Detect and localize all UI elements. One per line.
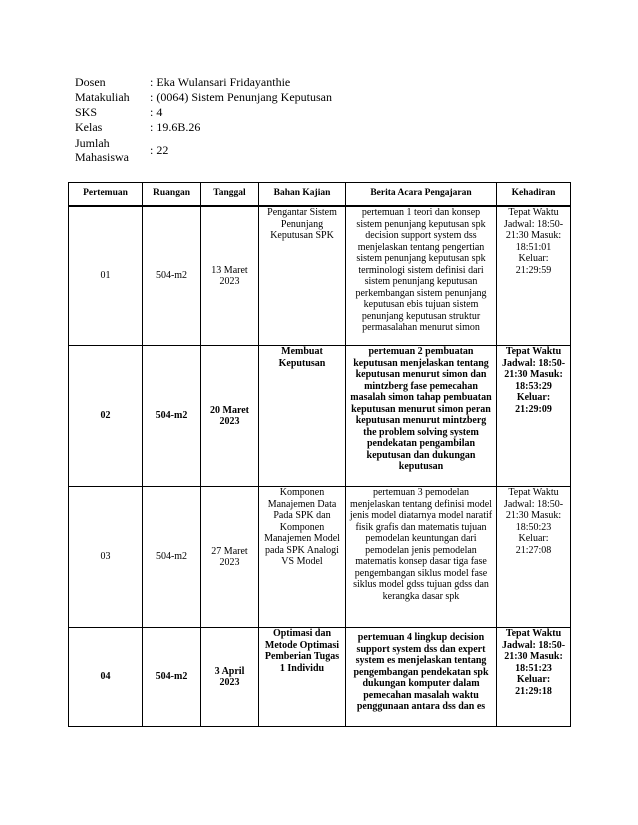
- cell-tanggal: 27 Maret 2023: [201, 487, 259, 628]
- cell-berita-acara: pertemuan 3 pemodelan menjelaskan tentang definisi model jenis model diatarnya model naratif fisik grafis dan matematis tujuan pemodelan keuntungan dari pemodelan jenis pemodelan matematis konsep dasar tiga fase pengembangan siklus model fase siklus model gdss tujuan gdss dan kerangka dasar spk: [346, 487, 497, 628]
- cell-bahan-kajian: Komponen Manajemen Data Pada SPK dan Komponen Manajemen Model pada SPK Analogi VS Model: [259, 487, 346, 628]
- info-value: : 22: [150, 143, 169, 157]
- cell-berita-acara: [346, 628, 497, 727]
- cell-berita-acara: pertemuan 1 teori dan konsep sistem penunjang keputusan spk decision support system dss menjelaskan tentang pengertian sistem penunjang keputusan spk terminologi sistem definisi dari sistem penunjang keputusan perkembangan sistem penunjang keputusan ebis tujuan sistem penunjang keputusan struktur permasalahan menurut simon: [346, 206, 497, 346]
- info-label: SKS: [75, 104, 98, 119]
- cell-bahan-kajian: Membuat Keputusan: [259, 346, 346, 487]
- cell-kehadiran: Tepat Waktu Jadwal: 18:50-21:30 Masuk: 18:51:23 Keluar: 21:29:18: [497, 628, 571, 727]
- cell-kehadiran: Tepat Waktu Jadwal: 18:50-21:30 Masuk: 18:50:23 Keluar: 21:27:08: [497, 487, 571, 628]
- course-info: [75, 74, 405, 166]
- cell-ruangan: 504-m2: [143, 628, 201, 727]
- cell-bahan-kajian: Pengantar Sistem Penunjang Keputusan SPK: [259, 206, 346, 346]
- cell-pertemuan: 04: [69, 628, 143, 727]
- table-row: [69, 206, 571, 346]
- info-row-dosen: [75, 74, 405, 89]
- info-label: Matakuliah: [75, 89, 130, 104]
- cell-ruangan: 504-m2: [143, 487, 201, 628]
- cell-pertemuan: 02: [69, 346, 143, 487]
- info-value: : 19.6B.26: [150, 119, 201, 134]
- info-label: Jumlah Mahasiswa: [75, 136, 129, 164]
- cell-pertemuan: 03: [69, 487, 143, 628]
- column-header: Tanggal: [201, 183, 259, 207]
- table-row: [69, 346, 571, 487]
- column-header: Bahan Kajian: [259, 183, 346, 207]
- info-value: : Eka Wulansari Fridayanthie: [150, 74, 291, 89]
- column-header: Ruangan: [143, 183, 201, 207]
- cell-tanggal: 13 Maret 2023: [201, 206, 259, 346]
- column-header: Pertemuan: [69, 183, 143, 207]
- table-row: [69, 628, 571, 727]
- info-row-matakuliah: [75, 89, 405, 104]
- cell-tanggal: 20 Maret 2023: [201, 346, 259, 487]
- cell-tanggal: 3 April 2023: [201, 628, 259, 727]
- column-header: Kehadiran: [497, 183, 571, 207]
- info-value: : (0064) Sistem Penunjang Keputusan: [150, 89, 332, 104]
- info-value: : 4: [150, 104, 163, 119]
- cell-berita-acara-text: pertemuan 4 lingkup decision support system dss dan expert system es menjelaskan tentang pengembangan pendekatan spk dukungan komputer dalam pemecahan masalah waktu penggunaan antara dss dan es: [353, 632, 489, 712]
- table-header-row: [69, 183, 571, 207]
- cell-ruangan: 504-m2: [143, 346, 201, 487]
- info-label: Kelas: [75, 119, 103, 134]
- info-row-kelas: [75, 119, 405, 134]
- table-row: [69, 487, 571, 628]
- cell-bahan-kajian: Optimasi dan Metode Optimasi Pemberian Tugas 1 Individu: [259, 628, 346, 727]
- cell-kehadiran: Tepat Waktu Jadwal: 18:50-21:30 Masuk: 18:51:01 Keluar: 21:29:59: [497, 206, 571, 346]
- cell-pertemuan: 01: [69, 206, 143, 346]
- info-label: Dosen: [75, 74, 106, 89]
- cell-ruangan: 504-m2: [143, 206, 201, 346]
- cell-kehadiran: Tepat Waktu Jadwal: 18:50-21:30 Masuk: 18:53:29 Keluar: 21:29:09: [497, 346, 571, 487]
- info-row-sks: [75, 104, 405, 119]
- schedule-table: [68, 182, 571, 727]
- info-row-jumlah-mahasiswa: [75, 134, 405, 166]
- column-header: Berita Acara Pengajaran: [346, 183, 497, 207]
- cell-berita-acara: pertemuan 2 pembuatan keputusan menjelaskan tentang keputusan menurut simon dan mintzberg fase pemecahan masalah simon tahap pembuatan keputusan menurut simon peran keputusan menurut mintzberg the problem solving system pendekatan pengambilan keputusan dan dukungan keputusan: [346, 346, 497, 487]
